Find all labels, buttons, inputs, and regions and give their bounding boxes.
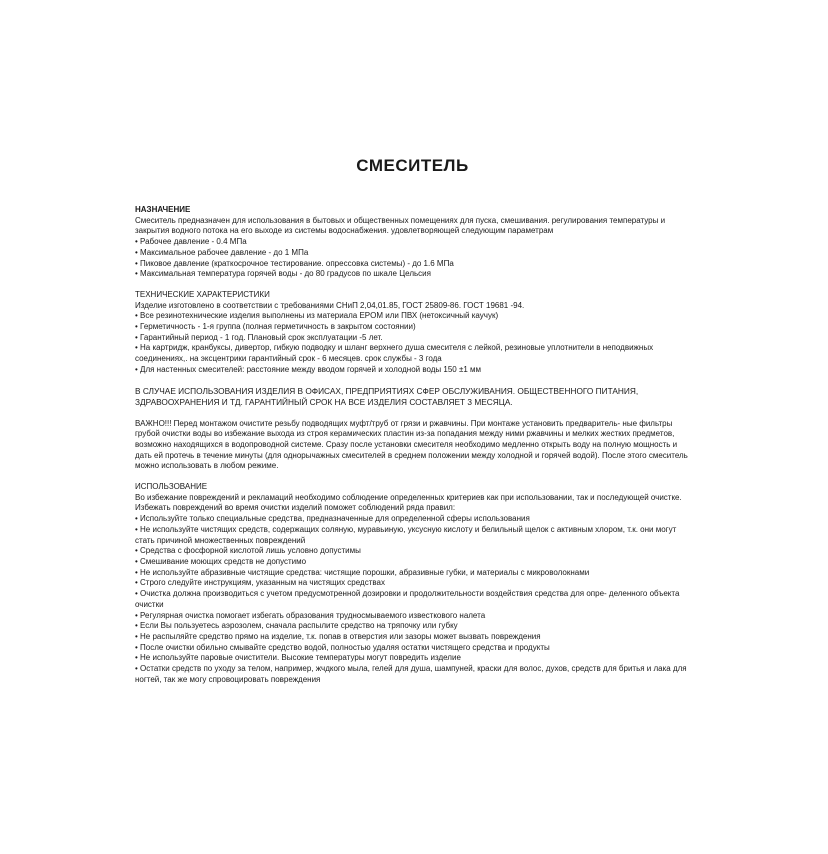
usage-heading: ИСПОЛЬЗОВАНИЕ (135, 482, 208, 492)
list-item: • Все резинотехнические изделия выполнены из материала EPOM или ПВХ (нетоксичный каучук) (135, 311, 499, 321)
list-item: • Если Вы пользуетесь аэрозолем, сначала распылите средство на тряпочку или губку (135, 621, 458, 631)
list-item: • Рабочее давление - 0.4 МПа (135, 237, 247, 247)
list-item: • После очистки обильно смывайте средство водой, полностью удаляя остатки чистящего средства и продукты (135, 642, 550, 652)
list-item: • Пиковое давление (краткосрочное тестирование. опрессовка системы) - до 1.6 МПа (135, 258, 454, 268)
purpose-list (135, 237, 690, 280)
specs-list (135, 311, 690, 375)
list-item: • Смешивание моющих средств не допустимо (135, 556, 307, 566)
document-page (135, 155, 690, 695)
list-item: • Регулярная очистка помогает избегать образования трудносмываемого известкового налета (135, 610, 486, 620)
list-item: • Для настенных смесителей: расстояние между вводом горячей и холодной воды 150 ±1 мм (135, 364, 482, 374)
specs-intro: Изделие изготовлено в соответствии с требованиями СНиП 2,04,01.85, ГОСТ 25809-86. ГОСТ 19681 -94. (135, 300, 525, 310)
list-item: • Не распыляйте средство прямо на изделие, т.к. попав в отверстия или зазоры может вызвать повреждения (135, 631, 541, 641)
list-item: • Не используйте чистящих средств, содержащих соляную, муравьиную, уксусную кислоту и белильный щелок с активным хлором, т.к. они могут стать причиной множественных повреждений (135, 524, 677, 545)
list-item: • Не используйте абразивные чистящие средства: чистящие порошки, абразивные губки, и материалы с микроволокнами (135, 567, 590, 577)
document-title: СМЕСИТЕЛЬ (356, 156, 469, 175)
list-item: • Не используйте паровые очистители. Высокие температуры могут повредить изделие (135, 653, 461, 663)
important-section (135, 419, 690, 473)
list-item: • Строго следуйте инструкциям, указанным на чистящих средствах (135, 578, 385, 588)
list-item: • Очистка должна производиться с учетом предусмотренной дозировки и продолжительности воздействия средства для опре- деленного объекта очистки (135, 589, 680, 609)
important-note: ВАЖНО!!! Перед монтажом очистите резьбу подводящих муфт/труб от грязи и ржавчины. При монтаже установить предваритель- ные фильтры грубой очистки воды во избежание выхода из строя керамических пластин из-за попадания между ними ржавчины и мелких жестких предметов, возможно находящихся в водопроводной системе. Сразу после установки смесителя необходимо медленно открыть воду на полную мощность и дать ей протечь в течение минуты (для однорычажных смесителей в среднем положении между холодной и горячей водой). После этого смеситель можно использовать в любом режиме. (135, 418, 688, 471)
warranty-notice: В СЛУЧАЕ ИСПОЛЬЗОВАНИЯ ИЗДЕЛИЯ В ОФИСАХ, ПРЕДПРИЯТИЯХ СФЕР ОБСЛУЖИВАНИЯ. ОБЩЕСТВЕННОГО ПИТАНИЯ, ЗДРАВООХРАНЕНИЯ И ТД. ГАРАНТИЙНЫЙ СРОК НА ВСЕ ИЗДЕЛИЯ СОСТАВЛЯЕТ 3 МЕСЯЦА. (135, 385, 639, 407)
purpose-heading: НАЗНАЧЕНИЕ (135, 205, 191, 214)
usage-list (135, 514, 690, 685)
list-item: • Герметичность - 1-я группа (полная герметичность в закрытом состоянии) (135, 322, 416, 332)
list-item: • Используйте только специальные средства, предназначенные для определенной сферы использования (135, 514, 530, 524)
list-item: • Остатки средств по уходу за телом, например, жчдкого мыла, гелей для душа, шампуней, краски для волос, духов, средств для бритья и лака для ногтей, так же могу спровоцировать повреждения (135, 664, 687, 684)
usage-intro: Во избежание повреждений и рекламаций необходимо соблюдение определенных критериев как при использовании, так и последующей очистке. Избежать повреждений во время очистки изделий поможет соблюдений ряда правил: (135, 492, 682, 513)
list-item: • Максимальная температура горячей воды - до 80 градусов по шкале Цельсия (135, 269, 431, 279)
list-item: • Гарантийный период - 1 год. Плановый срок эксплуатации -5 лет. (135, 332, 383, 342)
purpose-section (135, 205, 690, 280)
specs-heading: ТЕХНИЧЕСКИЕ ХАРАКТЕРИСТИКИ (135, 289, 270, 299)
purpose-intro: Смеситель предназначен для использования в бытовых и общественных помещениях для пуска, смешивания. регулирования температуры и закрытия водного потока на его выходе из системы водоснабжения. удовлетворяющей следующим параметрам (135, 215, 666, 236)
list-item: • На картридж, кранбуксы, дивертор, гибкую подводку и шланг верхнего душа смесителя с лейкой, резиновые уплотнители в неподвижных соединениях,. на эксцентрики гарантийный срок - 6 месяцев. срок службы - 3 года (135, 343, 654, 364)
list-item: • Средства с фосфорной кислотой лишь условно допустимы (135, 546, 361, 556)
specs-section (135, 290, 690, 376)
usage-section (135, 482, 690, 685)
list-item: • Максимальное рабочее давление - до 1 МПа (135, 247, 309, 257)
